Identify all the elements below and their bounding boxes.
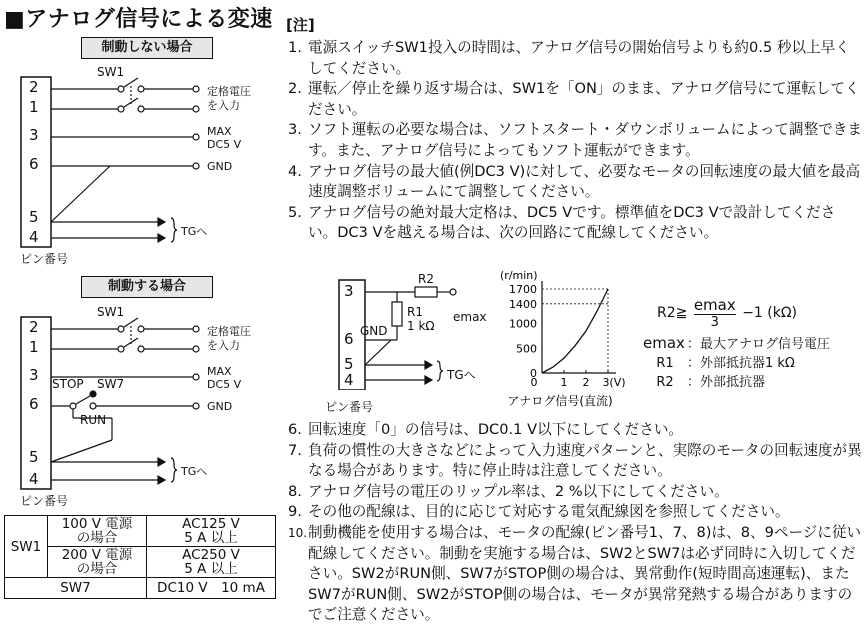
- note-item: 2. 運転／停止を繰り返す場合は、SW1を「ON」のまま、アナログ信号にて運転してください。: [288, 80, 860, 118]
- c2-pin-caption: ピン番号: [20, 494, 69, 508]
- c2-stop: STOP: [52, 377, 84, 391]
- c2-pin-4: 4: [29, 470, 39, 488]
- note-item: 4. アナログ信号の最大値(例DC3 V)に対して、必要なモータの回転速度の最大値を最高速度調整ボリュームにて調整してください。: [288, 162, 861, 201]
- formula-lhs: R2≧: [657, 305, 688, 321]
- m-r2: R2: [418, 272, 434, 286]
- x-tick-label: 0: [530, 376, 538, 389]
- c2-pin-2: 2: [29, 318, 39, 336]
- c2-tg: TGへ: [181, 465, 208, 478]
- table-sw7-val: DC10 V 10 mA: [147, 578, 276, 599]
- formula-num: emax: [693, 296, 736, 314]
- row1-b: の場合: [76, 530, 118, 546]
- speed-chart: [490, 265, 640, 410]
- m-pin-3: 3: [344, 282, 354, 300]
- m-r1: R1: [407, 305, 423, 319]
- c1-sw1: SW1: [97, 65, 125, 79]
- y-tick-label: 500: [516, 342, 537, 356]
- y-tick-label: 1000: [509, 317, 537, 331]
- m-pin-6: 6: [344, 330, 354, 348]
- legend: [643, 334, 830, 392]
- notes-heading: [注]: [286, 16, 315, 34]
- note-item: 6. 回転速度「0」の信号は、DC0.1 V以下にしてください。: [288, 421, 684, 438]
- circuit1-labels: [0, 60, 280, 265]
- c1-pin-4: 4: [29, 228, 39, 246]
- table-sw7: SW7: [5, 578, 147, 599]
- note-item: 7. 負荷の慣性の大きさなどによって入力速度パターンと、実際のモータの回転速度が異なる場合があります。特に停止時は注意してください。: [288, 441, 862, 480]
- note-item: 1. 電源スイッチSW1投入の時間は、アナログ信号の開始信号よりも約0.5 秒以上早くしてください。: [288, 39, 850, 77]
- c2-out-input: を入力: [207, 339, 240, 352]
- c2-pin-5: 5: [29, 448, 39, 466]
- note-item: 3. ソフト運転の必要な場合は、ソフトスタート・ダウンボリュームによって調整できます。また、アナログ信号によってもソフト運転ができます。: [288, 121, 862, 159]
- c1-pin-2: 2: [29, 78, 39, 96]
- note-item: 8. アナログ信号の電圧のリップル率は、2 %以下にしてください。: [288, 482, 729, 500]
- c1-pin-1: 1: [29, 98, 39, 116]
- r2-formula: [657, 296, 797, 330]
- row2-a: 200 V 電源: [61, 547, 133, 563]
- c1-out-gnd: GND: [207, 160, 233, 173]
- c1-out-rated: 定格電圧: [207, 85, 251, 98]
- section-title: ■アナログ信号による変速: [4, 7, 273, 32]
- c2-pin-1: 1: [29, 338, 39, 356]
- y-tick-label: 1700: [509, 283, 537, 296]
- c1-out-input: を入力: [207, 99, 240, 112]
- c1-tg: TGへ: [181, 225, 208, 238]
- legend-item: R2 ：外部抵抗器: [656, 375, 766, 390]
- m-pin-4: 4: [344, 371, 354, 389]
- m-pin-caption: ピン番号: [325, 400, 374, 414]
- c2-run: RUN: [80, 413, 107, 427]
- y-tick-label: 1400: [509, 297, 537, 311]
- note-item: 5. アナログ信号の絶対最大定格は、DC5 Vです。標準値をDC3 Vで設計してください。DC3 Vを越える場合は、次の回路にて配線してください。: [288, 203, 836, 242]
- c1-pin-3: 3: [29, 126, 39, 144]
- c2-out-dc5: DC5 V: [207, 378, 242, 391]
- circuit2-label: 制動する場合: [81, 276, 213, 298]
- c2-pin-3: 3: [29, 366, 39, 384]
- y-tick-label: 0: [530, 367, 537, 380]
- circuit1-label: 制動しない場合: [81, 37, 213, 59]
- c1-out-max: MAX: [207, 125, 232, 138]
- row2-d: 5 A 以上: [184, 561, 238, 577]
- c2-sw1: SW1: [97, 305, 125, 319]
- m-r1-val: 1 kΩ: [407, 319, 435, 333]
- formula-rhs: −1 (kΩ): [742, 305, 798, 321]
- row1-d: 5 A 以上: [184, 530, 238, 546]
- c2-sw7: SW7: [97, 377, 125, 391]
- m-gnd: GND: [360, 324, 388, 338]
- circuit2-labels: [0, 300, 280, 510]
- note-item: 10. 制動機能を使用する場合は、モータの配線(ピン番号1、7、8)は、8、9ページに従い配線してください。制動を実施する場合は、SW2とSW7は必ず同時に入切してください。SW2がRUN側、SW7がSTOP側の場合は、異常動作(短時間高速運転)、またSW7がRUN側、SW2がSTOP側の場合は、モータが異常発熱する場合がありますのでご注意ください。: [288, 523, 862, 624]
- notes-list: [288, 38, 863, 244]
- c1-pin-6: 6: [29, 155, 39, 173]
- row1-a: 100 V 電源: [61, 516, 133, 532]
- formula-den: 3: [710, 315, 719, 330]
- m-pin-5: 5: [344, 355, 354, 373]
- x-axis-label: アナログ信号(直流): [507, 394, 613, 408]
- c2-pin-6: 6: [29, 395, 39, 413]
- y-unit-label: (r/min): [500, 269, 538, 282]
- note-item: 9. その他の配線は、目的に応じて対応する電気配線図を参照してください。: [288, 503, 790, 521]
- row2-c: AC250 V: [182, 547, 240, 563]
- series-line: [542, 289, 608, 373]
- row2-b: の場合: [76, 561, 118, 577]
- x-tick-label: 3(V): [602, 376, 626, 389]
- legend-item: emax ：最大アナログ信号電圧: [643, 334, 831, 352]
- x-tick-label: 2: [582, 376, 590, 389]
- m-tg: TGへ: [447, 368, 476, 382]
- mini-circuit-labels: [325, 272, 503, 414]
- table-sw1: SW1: [5, 516, 48, 578]
- row1-c: AC125 V: [182, 516, 240, 532]
- switch-spec-table: [4, 515, 276, 599]
- x-tick-label: 1: [560, 376, 568, 389]
- notes-list-2: [288, 420, 863, 626]
- c1-pin-caption: ピン番号: [20, 252, 69, 266]
- c2-out-rated: 定格電圧: [207, 325, 251, 338]
- c2-out-max: MAX: [207, 365, 232, 378]
- c1-pin-5: 5: [29, 208, 39, 226]
- m-emax: emax: [453, 310, 487, 324]
- c1-out-dc5: DC5 V: [207, 138, 242, 151]
- c2-out-gnd: GND: [207, 400, 233, 413]
- legend-item: R1 ：外部抵抗器1 kΩ: [656, 356, 795, 371]
